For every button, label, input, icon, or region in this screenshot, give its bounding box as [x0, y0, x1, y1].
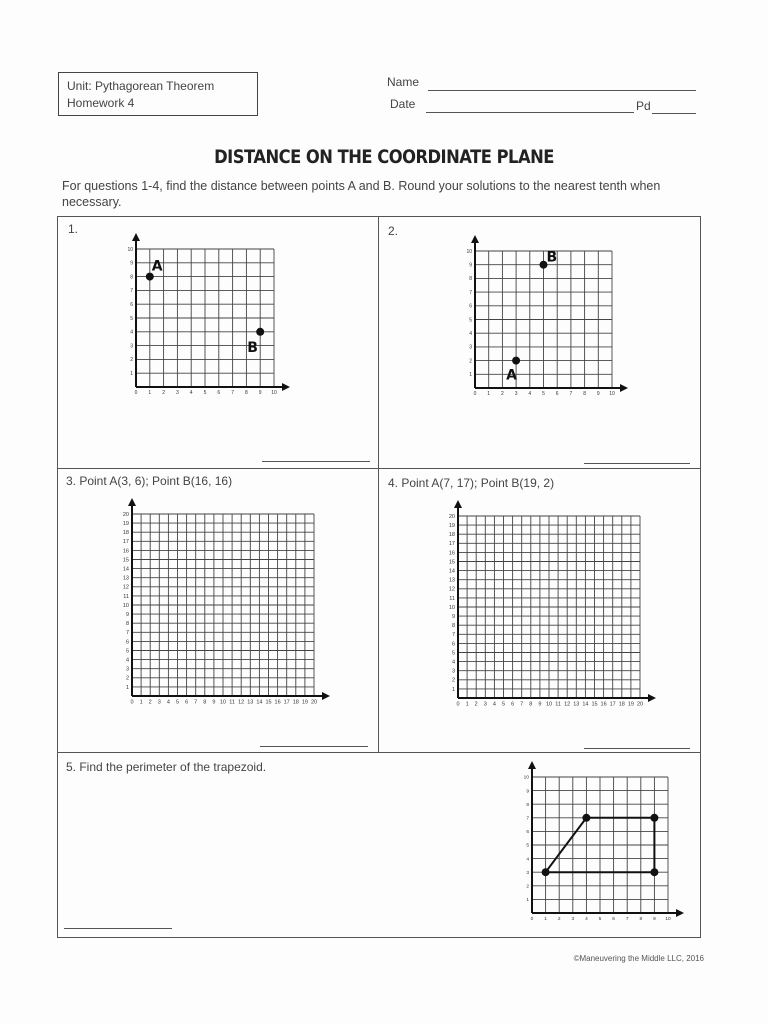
page-title: DISTANCE ON THE COORDINATE PLANE [214, 146, 554, 168]
pd-label: Pd [636, 99, 651, 113]
y-tick-label: 9 [451, 614, 455, 621]
x-tick-label: 3 [514, 391, 518, 397]
x-tick-label: 20 [636, 701, 644, 708]
y-tick-label: 6 [130, 301, 133, 308]
y-tick-label: 5 [125, 648, 129, 655]
x-tick-label: 5 [501, 701, 506, 708]
y-axis-arrow [471, 235, 479, 243]
x-axis-arrow [620, 384, 628, 392]
x-tick-label: 1 [487, 391, 491, 397]
x-axis-arrow [282, 383, 290, 391]
point-label-a: A [506, 367, 517, 384]
y-tick-label: 20 [448, 513, 455, 520]
x-tick-label: 18 [292, 699, 299, 706]
x-tick-label: 6 [185, 699, 189, 706]
q4-label: 4. Point A(7, 17); Point B(19, 2) [388, 476, 555, 490]
y-tick-label: 15 [448, 559, 455, 566]
x-tick-label: 0 [130, 699, 134, 706]
x-tick-label: 4 [585, 916, 588, 922]
x-tick-label: 13 [247, 699, 254, 706]
x-tick-label: 2 [162, 390, 165, 396]
y-tick-label: 2 [469, 358, 472, 365]
q4-coordinate-grid [442, 500, 656, 714]
x-tick-label: 17 [283, 699, 290, 706]
row-divider-1 [57, 468, 701, 469]
x-tick-label: 8 [529, 701, 533, 708]
y-tick-label: 18 [122, 530, 129, 537]
y-tick-label: 17 [448, 541, 455, 548]
x-tick-label: 0 [530, 916, 534, 922]
y-tick-label: 7 [130, 288, 133, 295]
row-divider-2 [57, 752, 701, 753]
x-tick-label: 0 [473, 391, 477, 397]
homework-number: Homework 4 [67, 96, 135, 110]
x-tick-label: 11 [229, 699, 235, 706]
y-tick-label: 1 [125, 684, 129, 691]
q1-answer-line[interactable] [262, 461, 370, 462]
x-tick-label: 8 [203, 699, 207, 706]
x-tick-label: 15 [265, 699, 272, 706]
trapezoid-vertex [650, 868, 658, 876]
q2-coordinate-grid [459, 235, 628, 404]
y-axis-arrow [528, 761, 536, 769]
x-tick-label: 9 [653, 916, 656, 922]
x-tick-label: 14 [582, 701, 589, 708]
x-axis-arrow [648, 694, 656, 702]
x-tick-label: 10 [545, 701, 553, 708]
x-tick-label: 2 [474, 701, 478, 708]
q1-coordinate-grid [120, 233, 290, 403]
y-tick-label: 10 [448, 604, 455, 611]
x-tick-label: 3 [157, 699, 161, 706]
y-tick-label: 11 [449, 595, 455, 602]
trapezoid-vertex [582, 814, 590, 822]
x-tick-label: 15 [591, 701, 598, 708]
instructions: For questions 1-4, find the distance between points A and B. Round your solutions to the nearest tenth when necessary. [62, 179, 661, 209]
x-tick-label: 4 [492, 701, 496, 708]
x-tick-label: 19 [627, 701, 634, 708]
x-tick-label: 4 [189, 390, 193, 396]
x-tick-label: 11 [555, 701, 561, 708]
x-tick-label: 13 [573, 701, 580, 708]
y-tick-label: 1 [130, 370, 133, 377]
x-tick-label: 6 [612, 916, 615, 922]
y-tick-label: 3 [130, 343, 133, 350]
y-axis-arrow [454, 500, 462, 508]
x-tick-label: 8 [583, 391, 586, 397]
q3-answer-line[interactable] [260, 746, 368, 747]
x-axis-arrow [322, 692, 330, 700]
y-tick-label: 12 [448, 586, 455, 593]
x-tick-label: 3 [483, 701, 487, 708]
x-tick-label: 19 [301, 699, 308, 706]
y-tick-label: 10 [523, 775, 529, 781]
x-tick-label: 6 [217, 390, 221, 396]
y-tick-label: 6 [125, 639, 129, 646]
y-tick-label: 6 [469, 303, 472, 310]
y-tick-label: 9 [526, 789, 529, 795]
y-tick-label: 4 [130, 329, 133, 336]
y-tick-label: 19 [448, 523, 455, 530]
x-tick-label: 16 [274, 699, 281, 706]
y-tick-label: 18 [448, 532, 455, 539]
x-tick-label: 7 [569, 391, 573, 397]
y-axis-arrow [132, 233, 140, 241]
y-tick-label: 4 [469, 330, 472, 337]
y-tick-label: 5 [526, 843, 529, 849]
x-tick-label: 8 [639, 916, 643, 922]
y-tick-label: 5 [469, 317, 472, 324]
copyright: ©Maneuvering the Middle LLC, 2016 [573, 954, 704, 963]
y-tick-label: 3 [125, 666, 129, 673]
y-tick-label: 2 [526, 884, 529, 890]
y-tick-label: 7 [526, 816, 529, 822]
x-tick-label: 3 [571, 916, 575, 922]
x-tick-label: 12 [238, 699, 245, 706]
point-label-b: B [247, 339, 258, 356]
x-tick-label: 10 [271, 390, 277, 396]
y-tick-label: 10 [466, 248, 472, 255]
x-tick-label: 12 [564, 701, 571, 708]
y-tick-label: 10 [122, 602, 129, 609]
x-tick-label: 4 [166, 699, 170, 706]
y-tick-label: 7 [469, 289, 472, 296]
y-tick-label: 3 [469, 344, 472, 351]
q3-coordinate-grid [116, 498, 330, 712]
x-tick-label: 4 [528, 391, 532, 397]
x-tick-label: 10 [665, 916, 671, 922]
x-tick-label: 18 [618, 701, 625, 708]
y-tick-label: 19 [122, 521, 129, 528]
x-tick-label: 9 [596, 391, 600, 397]
q2-answer-line[interactable] [584, 463, 690, 464]
trapezoid-vertex [542, 868, 550, 876]
y-tick-label: 6 [526, 830, 529, 836]
x-tick-label: 1 [465, 701, 469, 708]
x-tick-label: 9 [538, 701, 542, 708]
y-tick-label: 2 [451, 677, 455, 684]
y-tick-label: 9 [130, 260, 133, 267]
x-tick-label: 7 [231, 390, 234, 396]
x-axis-arrow [676, 909, 684, 917]
y-tick-label: 3 [526, 870, 529, 876]
x-tick-label: 2 [148, 699, 152, 706]
y-tick-label: 3 [451, 668, 455, 675]
y-tick-label: 1 [469, 372, 472, 379]
x-tick-label: 1 [148, 390, 152, 396]
q5-answer-line[interactable] [64, 928, 172, 929]
y-tick-label: 2 [130, 357, 133, 364]
name-field[interactable] [428, 90, 696, 91]
point-label-b: B [546, 249, 558, 266]
x-tick-label: 10 [219, 699, 227, 706]
x-tick-label: 16 [600, 701, 607, 708]
x-tick-label: 20 [310, 699, 318, 706]
y-tick-label: 1 [451, 686, 455, 693]
y-tick-label: 8 [130, 274, 133, 281]
y-tick-label: 11 [123, 593, 129, 600]
x-tick-label: 3 [176, 390, 179, 396]
x-tick-label: 5 [203, 390, 207, 396]
y-tick-label: 6 [451, 641, 455, 648]
y-tick-label: 2 [125, 675, 129, 682]
y-tick-label: 4 [125, 657, 129, 664]
y-tick-label: 13 [448, 577, 455, 584]
y-tick-label: 8 [526, 802, 529, 808]
x-tick-label: 7 [625, 916, 629, 922]
x-tick-label: 5 [175, 699, 180, 706]
y-tick-label: 1 [526, 898, 529, 904]
y-axis-arrow [128, 498, 136, 506]
x-tick-label: 6 [555, 391, 559, 397]
point-b [256, 328, 264, 336]
unit-title: Unit: Pythagorean Theorem [67, 79, 215, 93]
y-tick-label: 7 [125, 630, 129, 637]
y-tick-label: 15 [122, 557, 129, 564]
q5-coordinate-grid [516, 761, 684, 929]
x-tick-label: 2 [501, 391, 504, 397]
date-field[interactable] [426, 112, 634, 113]
q4-answer-line[interactable] [584, 748, 690, 749]
x-tick-label: 8 [245, 390, 248, 396]
x-tick-label: 0 [134, 390, 138, 396]
x-tick-label: 7 [520, 701, 524, 708]
q1-label: 1. [68, 222, 79, 236]
x-tick-label: 17 [609, 701, 616, 708]
y-tick-label: 4 [526, 857, 529, 863]
x-tick-label: 1 [139, 699, 143, 706]
x-tick-label: 5 [598, 916, 602, 922]
y-tick-label: 4 [451, 659, 455, 666]
y-tick-label: 9 [469, 262, 472, 269]
trapezoid-vertex [650, 814, 658, 822]
x-tick-label: 9 [212, 699, 216, 706]
y-tick-label: 13 [122, 575, 129, 582]
y-tick-label: 9 [125, 612, 129, 619]
name-label: Name [387, 75, 420, 89]
y-tick-label: 8 [469, 276, 472, 283]
y-tick-label: 14 [122, 566, 129, 573]
x-tick-label: 10 [609, 391, 615, 397]
x-tick-label: 7 [194, 699, 198, 706]
pd-field[interactable] [652, 113, 696, 114]
x-tick-label: 1 [544, 916, 547, 922]
y-tick-label: 5 [130, 315, 133, 322]
y-tick-label: 5 [451, 650, 455, 657]
y-tick-label: 14 [448, 568, 455, 575]
x-tick-label: 6 [511, 701, 515, 708]
x-tick-label: 2 [557, 916, 561, 922]
x-tick-label: 9 [258, 390, 262, 396]
y-tick-label: 12 [122, 584, 129, 591]
unit-box [58, 72, 258, 116]
y-tick-label: 16 [122, 548, 129, 555]
point-a [512, 357, 520, 365]
x-tick-label: 14 [256, 699, 263, 706]
vertical-divider [378, 216, 379, 753]
y-tick-label: 16 [448, 550, 455, 557]
date-label: Date [390, 97, 416, 111]
x-tick-label: 5 [542, 391, 545, 397]
q5-label: 5. Find the perimeter of the trapezoid. [66, 760, 267, 774]
y-tick-label: 10 [127, 246, 133, 253]
y-tick-label: 20 [122, 511, 129, 518]
y-tick-label: 7 [451, 632, 455, 639]
y-tick-label: 8 [125, 621, 129, 628]
y-tick-label: 8 [451, 623, 455, 630]
x-tick-label: 0 [456, 701, 460, 708]
q2-label: 2. [388, 224, 399, 238]
y-tick-label: 17 [122, 539, 129, 546]
q3-label: 3. Point A(3, 6); Point B(16, 16) [66, 474, 233, 488]
point-label-a: A [151, 258, 163, 275]
